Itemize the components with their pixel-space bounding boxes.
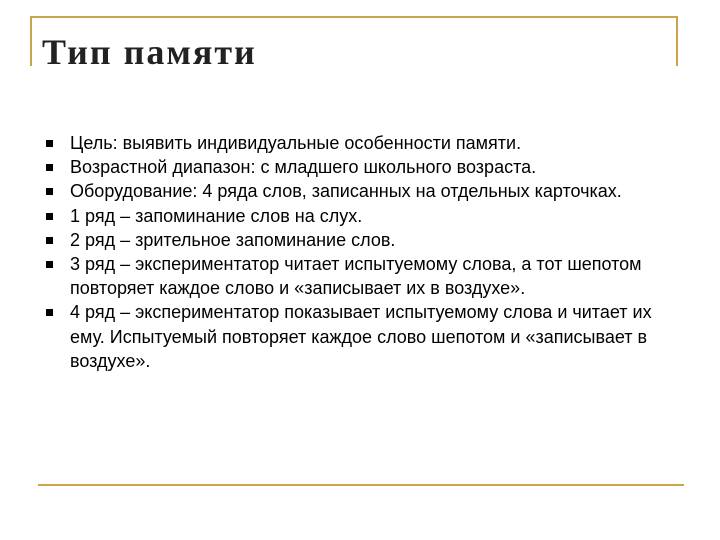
bullet-text: Возрастной диапазон: с младшего школьного возраста. xyxy=(70,157,537,178)
bullet-item-equipment xyxy=(46,179,666,203)
bullet-item-row-2 xyxy=(46,228,666,252)
bullet-item-goal xyxy=(46,131,666,155)
right-corner-line xyxy=(676,16,678,66)
bullet-text: Оборудование: 4 ряда слов, записанных на отдельных карточках. xyxy=(70,181,622,202)
square-bullet-icon xyxy=(46,237,53,244)
bullet-text: 2 ряд – зрительное запоминание слов. xyxy=(70,229,396,250)
bullet-list xyxy=(46,131,666,373)
bullet-text: 4 ряд – экспериментатор показывает испытуемому слова и читает их ему. Испытуемый повторяет каждое слово шепотом и «записывает в воздухе». xyxy=(70,302,652,371)
square-bullet-icon xyxy=(46,309,53,316)
square-bullet-icon xyxy=(46,164,53,171)
bullet-item-row-4 xyxy=(46,300,666,373)
bullet-item-age-range xyxy=(46,155,666,179)
bullet-text: Цель: выявить индивидуальные особенности памяти. xyxy=(70,133,522,153)
bullet-text: 3 ряд – экспериментатор читает испытуемому слова, а тот шепотом повторяет каждое слово и «записывает их в воздухе». xyxy=(70,254,642,299)
slide-title: Тип памяти xyxy=(42,32,257,72)
bullet-item-row-1 xyxy=(46,204,666,228)
square-bullet-icon xyxy=(46,140,53,147)
square-bullet-icon xyxy=(46,213,53,220)
top-divider-line xyxy=(30,16,678,18)
left-corner-line xyxy=(30,16,32,66)
square-bullet-icon xyxy=(46,188,53,195)
bullet-item-row-3 xyxy=(46,252,666,300)
bottom-divider-line xyxy=(38,484,684,486)
square-bullet-icon xyxy=(46,261,53,268)
bullet-text: 1 ряд – запоминание слов на слух. xyxy=(70,205,363,226)
